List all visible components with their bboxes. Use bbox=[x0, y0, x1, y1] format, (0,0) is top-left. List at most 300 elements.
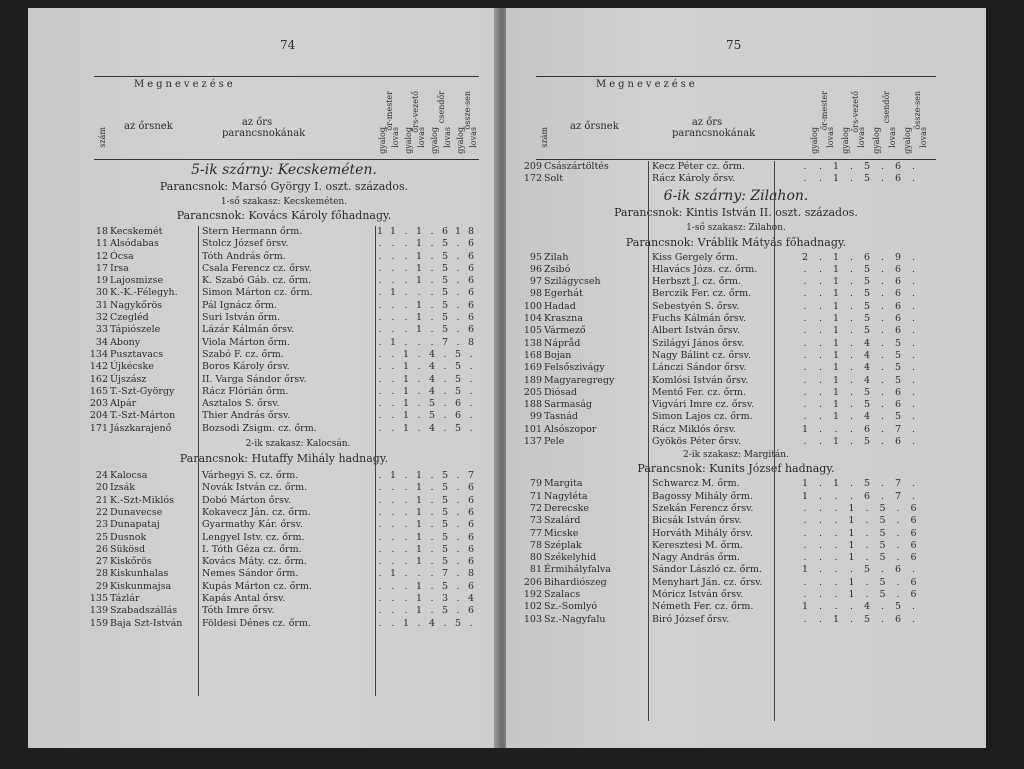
header-orsnek: az őrsnek bbox=[570, 121, 619, 132]
count-cell: . bbox=[803, 313, 807, 325]
count-cell: 5 bbox=[441, 287, 449, 299]
column-rule-0 bbox=[198, 226, 199, 696]
count-cell: . bbox=[880, 374, 885, 386]
count-cell: 5 bbox=[441, 482, 449, 494]
header-sub-5: lovas bbox=[887, 127, 897, 148]
count-cell: . bbox=[417, 568, 421, 580]
count-cell: . bbox=[818, 601, 823, 613]
count-cell: . bbox=[430, 531, 434, 543]
count-cell: . bbox=[911, 349, 916, 361]
count-cell: . bbox=[378, 422, 382, 434]
count-cell: . bbox=[443, 348, 447, 360]
section-commander: Parancsnok: Kintis István II. oszt. százados. bbox=[614, 205, 858, 219]
commander-name: Nagy András őrm. bbox=[652, 552, 740, 564]
table-row bbox=[86, 374, 486, 386]
header-sub-4: gyalog bbox=[872, 127, 881, 154]
count-cell: . bbox=[880, 362, 885, 374]
count-cell: . bbox=[803, 613, 807, 625]
station-name: Zilah bbox=[544, 251, 569, 263]
station-name: Tasnád bbox=[544, 411, 579, 423]
count-cell: . bbox=[469, 410, 473, 422]
header-col-0: őr-mester bbox=[819, 91, 829, 131]
commander-name: K. Szabó Gáb. cz. őrm. bbox=[202, 275, 312, 287]
commander-name: Viola Márton őrm. bbox=[202, 336, 291, 348]
header-sub-1: lovas bbox=[825, 127, 835, 148]
count-cell: . bbox=[417, 361, 421, 373]
commander-name: Pál Ignácz őrm. bbox=[202, 299, 277, 311]
station-name: Izsák bbox=[110, 482, 136, 494]
count-cell: 1 bbox=[402, 348, 410, 360]
commander-name: Szilágyi János őrsv. bbox=[652, 337, 745, 349]
count-cell: . bbox=[911, 423, 916, 435]
count-cell: 5 bbox=[879, 552, 886, 564]
commander-name: Novák István cz. őrm. bbox=[202, 482, 308, 494]
count-cell: 5 bbox=[454, 348, 462, 360]
commander-name: Tóth András őrm. bbox=[202, 250, 286, 262]
count-cell: . bbox=[911, 313, 916, 325]
count-cell: 1 bbox=[832, 173, 840, 185]
station-number: 32 bbox=[95, 312, 108, 324]
count-cell: 6 bbox=[467, 250, 475, 262]
count-cell: 6 bbox=[894, 263, 902, 275]
table-row bbox=[86, 324, 486, 336]
count-cell: . bbox=[404, 470, 408, 482]
station-name: Tápiószele bbox=[110, 324, 161, 336]
count-cell: 6 bbox=[467, 482, 475, 494]
count-cell: 5 bbox=[441, 238, 449, 250]
count-cell: . bbox=[803, 576, 807, 588]
count-cell: . bbox=[896, 502, 900, 514]
count-cell: . bbox=[378, 287, 382, 299]
table-row bbox=[520, 301, 940, 313]
count-cell: . bbox=[378, 593, 382, 605]
count-cell: . bbox=[443, 361, 447, 373]
count-cell: 5 bbox=[863, 613, 871, 625]
count-cell: 5 bbox=[454, 617, 462, 629]
header-sub-1: lovas bbox=[391, 127, 400, 148]
table-row bbox=[86, 593, 486, 605]
count-cell: . bbox=[880, 349, 885, 361]
station-number: 95 bbox=[529, 251, 542, 263]
count-cell: . bbox=[880, 263, 885, 275]
count-cell: . bbox=[911, 564, 916, 576]
commander-name: Gyarmathy Kár. őrsv. bbox=[202, 519, 303, 531]
commander-name: Csala Ferencz cz. őrsv. bbox=[202, 262, 312, 274]
count-cell: . bbox=[896, 552, 900, 564]
count-cell: 5 bbox=[441, 470, 449, 482]
count-cell: . bbox=[469, 361, 473, 373]
count-cell: . bbox=[803, 515, 807, 527]
subsection-commander: Parancsnok: Kovács Károly főhadnagy. bbox=[176, 209, 392, 222]
station-number: 205 bbox=[523, 386, 542, 398]
station-name: Felsőszivágy bbox=[544, 362, 605, 374]
count-cell: 6 bbox=[467, 506, 475, 518]
station-name: Újkécske bbox=[110, 361, 154, 373]
station-number: 25 bbox=[95, 531, 108, 543]
count-cell: 1 bbox=[389, 568, 397, 580]
count-cell: 1 bbox=[415, 275, 423, 287]
count-cell: . bbox=[378, 470, 382, 482]
station-number: 97 bbox=[529, 276, 542, 288]
count-cell: . bbox=[865, 502, 869, 514]
count-cell: . bbox=[896, 589, 900, 601]
station-name: Vármező bbox=[544, 325, 586, 337]
count-cell: 6 bbox=[894, 300, 902, 312]
count-cell: . bbox=[834, 527, 838, 539]
count-cell: 5 bbox=[454, 385, 462, 397]
header-col-1: őrs-vezető bbox=[850, 91, 860, 133]
commander-name: Lázár Kálmán őrsv. bbox=[202, 324, 295, 336]
table-row bbox=[520, 601, 940, 613]
count-cell: . bbox=[834, 490, 838, 502]
count-cell: 1 bbox=[415, 324, 423, 336]
commander-name: Rácz Flórián őrm. bbox=[202, 385, 289, 397]
count-cell: . bbox=[391, 348, 395, 360]
commander-name: Bozsodi Zsigm. cz. őrm. bbox=[202, 422, 317, 434]
commander-name: Bicsák István őrsv. bbox=[652, 515, 742, 527]
count-cell: . bbox=[378, 324, 382, 336]
count-cell: 5 bbox=[441, 262, 449, 274]
table-row bbox=[86, 507, 486, 519]
count-cell: . bbox=[417, 385, 421, 397]
station-name: Jászkarajenő bbox=[110, 422, 172, 434]
count-cell: 5 bbox=[863, 436, 871, 448]
count-cell: . bbox=[430, 568, 434, 580]
commander-name: Gyökös Péter őrsv. bbox=[652, 436, 742, 448]
count-cell: . bbox=[880, 601, 885, 613]
count-cell: 7 bbox=[894, 423, 902, 435]
count-cell: . bbox=[865, 527, 869, 539]
station-name: Dusnok bbox=[110, 531, 147, 543]
count-cell: 5 bbox=[428, 410, 436, 422]
commander-name: I. Tóth Géza cz. őrm. bbox=[202, 543, 302, 555]
count-cell: 5 bbox=[441, 250, 449, 262]
station-name: Micske bbox=[544, 527, 579, 539]
count-cell: 6 bbox=[467, 556, 475, 568]
station-number: 12 bbox=[95, 250, 108, 262]
count-cell: 6 bbox=[910, 576, 917, 588]
commander-name: Fuchs Kálmán őrsv. bbox=[652, 313, 747, 325]
station-name: Alsószopor bbox=[544, 423, 597, 435]
count-cell: 6 bbox=[467, 299, 475, 311]
count-cell: . bbox=[865, 539, 869, 551]
station-name: K.-K.-Félegyh. bbox=[110, 287, 178, 299]
station-number: 22 bbox=[95, 506, 108, 518]
count-cell: . bbox=[391, 324, 395, 336]
station-name: Magyaregregy bbox=[544, 374, 615, 386]
count-cell: 6 bbox=[441, 226, 449, 237]
station-name: Hadad bbox=[544, 300, 576, 312]
count-cell: . bbox=[404, 312, 408, 324]
station-number: 165 bbox=[89, 385, 108, 397]
count-cell: 1 bbox=[832, 161, 840, 172]
station-number: 101 bbox=[523, 423, 542, 435]
commander-name: Hlavács Józs. cz. őrm. bbox=[652, 263, 758, 275]
count-cell: . bbox=[404, 250, 408, 262]
count-cell: 5 bbox=[441, 275, 449, 287]
count-cell: . bbox=[849, 601, 854, 613]
commander-name: Kupás Márton cz. őrm. bbox=[202, 580, 312, 592]
count-cell: . bbox=[417, 422, 421, 434]
count-cell: . bbox=[818, 552, 823, 564]
count-cell: . bbox=[404, 287, 408, 299]
station-number: 168 bbox=[523, 349, 542, 361]
page-number: 75 bbox=[726, 38, 742, 52]
station-name: Diósad bbox=[544, 386, 577, 398]
count-cell: . bbox=[404, 593, 408, 605]
count-cell: . bbox=[818, 300, 823, 312]
count-cell: 6 bbox=[467, 580, 475, 592]
station-number: 204 bbox=[89, 410, 108, 422]
commander-name: Németh Fer. cz. őrm. bbox=[652, 601, 754, 613]
count-cell: . bbox=[378, 250, 382, 262]
header-sub-7: lovas bbox=[918, 127, 928, 148]
station-number: 81 bbox=[529, 564, 542, 576]
station-number: 72 bbox=[529, 502, 542, 514]
station-number: 73 bbox=[529, 515, 542, 527]
station-name: Derecske bbox=[544, 502, 589, 514]
count-cell: 5 bbox=[454, 422, 462, 434]
table-row bbox=[86, 275, 486, 287]
table-row bbox=[86, 398, 486, 410]
count-cell: . bbox=[911, 374, 916, 386]
table-row bbox=[86, 337, 486, 349]
count-cell: 1 bbox=[832, 337, 840, 349]
count-cell: 6 bbox=[454, 410, 462, 422]
count-cell: . bbox=[378, 373, 382, 385]
commander-name: Rácz Károly őrsv. bbox=[652, 173, 736, 185]
station-number: 172 bbox=[523, 173, 542, 185]
count-cell: 6 bbox=[467, 324, 475, 336]
header-sub-7: lovas bbox=[469, 127, 478, 148]
station-number: 18 bbox=[95, 226, 108, 237]
count-cell: . bbox=[849, 399, 854, 411]
section-commander: Parancsnok: Marsó György I. oszt. százados. bbox=[159, 180, 409, 193]
count-cell: . bbox=[911, 601, 916, 613]
table-row bbox=[86, 251, 486, 263]
header-sub-0: gyalog bbox=[378, 127, 387, 154]
count-cell: 1 bbox=[415, 506, 423, 518]
table-row bbox=[86, 423, 486, 435]
count-cell: . bbox=[378, 482, 382, 494]
header-parancsnok: az őrs parancsnokának bbox=[672, 117, 756, 139]
commander-name: Bagossy Mihály őrm. bbox=[652, 490, 753, 502]
count-cell: . bbox=[443, 617, 447, 629]
table-header bbox=[536, 76, 936, 160]
count-cell: . bbox=[391, 506, 395, 518]
count-cell: 8 bbox=[467, 226, 475, 237]
commander-name: Biró József őrsv. bbox=[652, 613, 730, 625]
station-name: Nagykőrös bbox=[110, 299, 163, 311]
count-cell: . bbox=[803, 374, 807, 386]
count-cell: . bbox=[880, 386, 885, 398]
count-cell: . bbox=[430, 580, 434, 592]
count-cell: 1 bbox=[832, 288, 840, 300]
count-cell: . bbox=[803, 502, 807, 514]
count-cell: . bbox=[391, 312, 395, 324]
count-cell: 1 bbox=[402, 422, 410, 434]
count-cell: . bbox=[391, 299, 395, 311]
count-cell: . bbox=[430, 605, 434, 617]
count-cell: . bbox=[430, 312, 434, 324]
count-cell: . bbox=[404, 494, 408, 506]
count-cell: . bbox=[803, 161, 807, 172]
count-cell: . bbox=[430, 250, 434, 262]
count-cell: . bbox=[849, 300, 854, 312]
table-rows bbox=[520, 252, 940, 449]
count-cell: 2 bbox=[801, 251, 809, 263]
station-number: 138 bbox=[523, 337, 542, 349]
count-cell: . bbox=[880, 337, 885, 349]
count-cell: . bbox=[391, 519, 395, 531]
table-row bbox=[520, 252, 940, 264]
commander-name: Nemes Sándor őrm. bbox=[202, 568, 299, 580]
table-row bbox=[86, 605, 486, 617]
count-cell: . bbox=[911, 325, 916, 337]
station-name: Sz.-Somlyó bbox=[544, 601, 598, 613]
count-cell: 5 bbox=[441, 556, 449, 568]
count-cell: . bbox=[456, 543, 460, 555]
count-cell: 1 bbox=[832, 478, 840, 490]
count-cell: . bbox=[865, 576, 869, 588]
count-cell: . bbox=[896, 527, 900, 539]
count-cell: . bbox=[880, 251, 885, 263]
table-header bbox=[94, 76, 479, 160]
table-row bbox=[520, 288, 940, 300]
count-cell: . bbox=[880, 564, 885, 576]
commander-name: Kecz Péter cz. őrm. bbox=[652, 161, 746, 172]
station-number: 103 bbox=[523, 613, 542, 625]
station-number: 209 bbox=[523, 161, 542, 172]
table-row bbox=[520, 478, 940, 490]
count-cell: 5 bbox=[879, 502, 886, 514]
count-cell: 6 bbox=[910, 552, 917, 564]
station-name: Székelyhid bbox=[544, 552, 597, 564]
count-cell: . bbox=[880, 300, 885, 312]
count-cell: 6 bbox=[863, 423, 871, 435]
count-cell: . bbox=[430, 556, 434, 568]
count-cell: . bbox=[404, 519, 408, 531]
count-cell: . bbox=[430, 262, 434, 274]
count-cell: . bbox=[818, 276, 823, 288]
count-cell: 1 bbox=[832, 411, 840, 423]
count-cell: . bbox=[456, 275, 460, 287]
count-cell: 1 bbox=[848, 502, 855, 514]
header-sub-6: gyalog bbox=[456, 127, 465, 154]
commander-name: Kovács Máty. cz. őrm. bbox=[202, 556, 307, 568]
count-cell: 5 bbox=[879, 589, 886, 601]
count-cell: . bbox=[430, 470, 434, 482]
count-cell: 6 bbox=[467, 531, 475, 543]
count-cell: . bbox=[803, 589, 807, 601]
count-cell: . bbox=[818, 478, 823, 490]
count-cell: . bbox=[911, 386, 916, 398]
count-cell: 1 bbox=[832, 300, 840, 312]
count-cell: 5 bbox=[863, 325, 871, 337]
count-cell: . bbox=[456, 494, 460, 506]
count-cell: 5 bbox=[863, 263, 871, 275]
count-cell: . bbox=[430, 275, 434, 287]
commander-name: Szabó F. cz. őrm. bbox=[202, 348, 284, 360]
count-cell: . bbox=[818, 251, 823, 263]
count-cell: . bbox=[391, 531, 395, 543]
count-cell: . bbox=[404, 580, 408, 592]
station-number: 23 bbox=[95, 519, 108, 531]
table-rows bbox=[520, 478, 940, 626]
count-cell: 5 bbox=[863, 173, 871, 185]
count-cell: . bbox=[378, 385, 382, 397]
table-row bbox=[86, 519, 486, 531]
station-name: Czegléd bbox=[110, 312, 149, 324]
station-name: Bihardiószeg bbox=[544, 576, 607, 588]
table-row bbox=[520, 350, 940, 362]
count-cell: . bbox=[391, 580, 395, 592]
station-number: 134 bbox=[89, 348, 108, 360]
count-cell: 1 bbox=[848, 552, 855, 564]
count-cell: 5 bbox=[894, 601, 902, 613]
count-cell: . bbox=[896, 515, 900, 527]
count-cell: 7 bbox=[467, 470, 475, 482]
count-cell: 6 bbox=[894, 436, 902, 448]
count-cell: 4 bbox=[428, 373, 436, 385]
count-cell: . bbox=[404, 262, 408, 274]
count-cell: 4 bbox=[428, 385, 436, 397]
count-cell: . bbox=[803, 527, 807, 539]
count-cell: . bbox=[834, 601, 838, 613]
commander-name: Várhegyi S. cz. őrm. bbox=[202, 470, 299, 482]
count-cell: . bbox=[456, 336, 460, 348]
commander-name: Kokavecz Ján. cz. őrm. bbox=[202, 506, 311, 518]
count-cell: . bbox=[880, 276, 885, 288]
header-megnevezese: Megnevezése bbox=[596, 79, 698, 90]
station-name: Solt bbox=[544, 173, 564, 185]
count-cell: . bbox=[456, 568, 460, 580]
count-cell: . bbox=[818, 411, 823, 423]
table-row bbox=[520, 614, 940, 626]
station-name: Nápråd bbox=[544, 337, 581, 349]
count-cell: 5 bbox=[441, 580, 449, 592]
count-cell: 1 bbox=[848, 515, 855, 527]
count-cell: . bbox=[803, 399, 807, 411]
count-cell: . bbox=[849, 251, 854, 263]
count-cell: . bbox=[834, 423, 838, 435]
table-row bbox=[86, 386, 486, 398]
count-cell: 5 bbox=[441, 605, 449, 617]
count-cell: 7 bbox=[894, 478, 902, 490]
count-cell: 1 bbox=[402, 410, 410, 422]
count-cell: 6 bbox=[467, 494, 475, 506]
station-number: 24 bbox=[95, 470, 108, 482]
count-cell: 5 bbox=[441, 324, 449, 336]
count-cell: . bbox=[803, 349, 807, 361]
count-cell: 6 bbox=[863, 251, 871, 263]
count-cell: 1 bbox=[415, 519, 423, 531]
count-cell: . bbox=[818, 436, 823, 448]
commander-name: Suri István őrm. bbox=[202, 312, 281, 324]
count-cell: . bbox=[880, 288, 885, 300]
count-cell: . bbox=[803, 288, 807, 300]
count-cell: . bbox=[834, 515, 838, 527]
station-number: 80 bbox=[529, 552, 542, 564]
count-cell: . bbox=[378, 568, 382, 580]
count-cell: . bbox=[378, 531, 382, 543]
count-cell: . bbox=[818, 386, 823, 398]
commander-name: Földesi Dénes cz. őrm. bbox=[202, 617, 311, 629]
count-cell: . bbox=[391, 422, 395, 434]
count-cell: . bbox=[456, 593, 460, 605]
station-name: Dunavecse bbox=[110, 506, 163, 518]
table-row bbox=[86, 556, 486, 568]
